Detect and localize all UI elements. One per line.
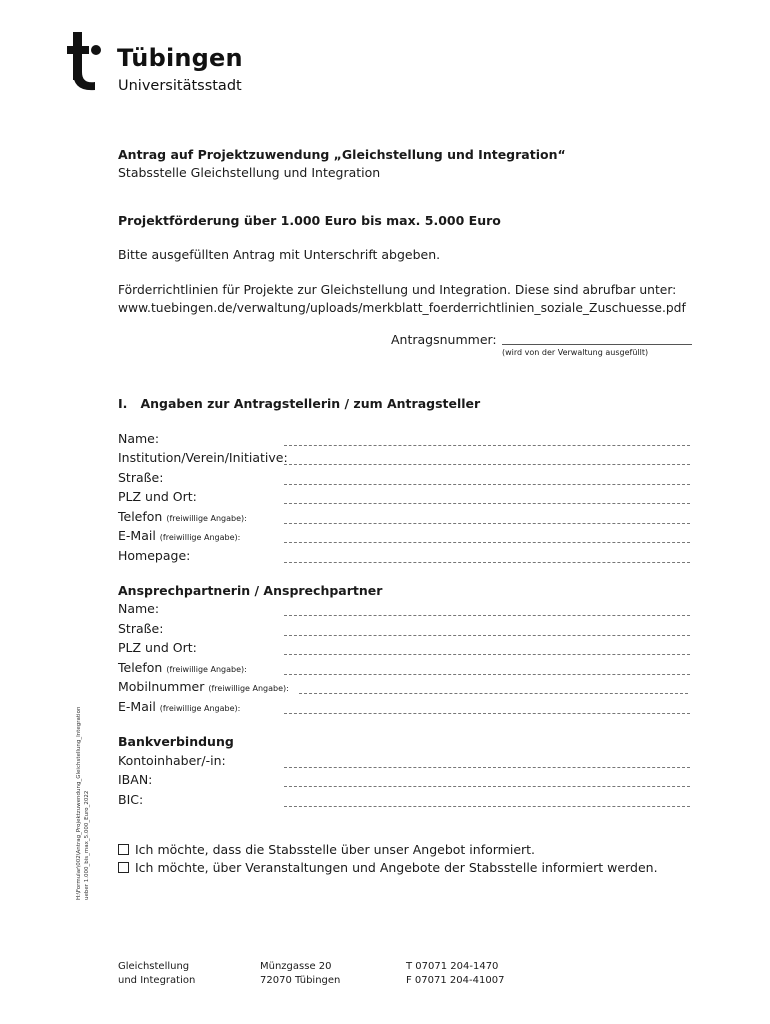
footer-department-line-2: und Integration bbox=[118, 975, 196, 986]
guidelines-link[interactable]: www.tuebingen.de/verwaltung/uploads/merkblatt_foerderrichtlinien_soziale_Zuschuesse.pdf bbox=[118, 301, 686, 315]
contact-field-2-label-text: PLZ und Ort: bbox=[118, 640, 197, 655]
checkbox-inform-events[interactable] bbox=[118, 860, 658, 875]
applicant-field-6-label-text: Homepage: bbox=[118, 548, 191, 563]
applicant-field-4-label-note: (freiwillige Angabe): bbox=[166, 514, 247, 523]
applicant-field-5-label bbox=[118, 528, 240, 543]
contact-title: Ansprechpartnerin / Ansprechpartner bbox=[118, 583, 383, 598]
applicant-field-2-input-line[interactable] bbox=[284, 484, 690, 485]
applicant-field-6-input-line[interactable] bbox=[284, 562, 690, 563]
applicant-field-0-label-text: Name: bbox=[118, 431, 160, 446]
contact-field-0-input-line[interactable] bbox=[284, 615, 690, 616]
applicant-field-4-label-text: Telefon bbox=[118, 509, 163, 524]
applicant-field-5-input-line[interactable] bbox=[284, 542, 690, 543]
funding-range: Projektförderung über 1.000 Euro bis max. 5.000 Euro bbox=[118, 213, 501, 228]
checkbox-inform-offer-label: Ich möchte, dass die Stabsstelle über unser Angebot informiert. bbox=[135, 842, 536, 857]
bank-field-0-label-text: Kontoinhaber/-in: bbox=[118, 753, 226, 768]
applicant-field-3-label bbox=[118, 489, 197, 504]
bank-title: Bankverbindung bbox=[118, 734, 234, 749]
form-subtitle: Stabsstelle Gleichstellung und Integration bbox=[118, 165, 381, 180]
bank-field-2-label-text: BIC: bbox=[118, 792, 144, 807]
contact-field-3-label-note: (freiwillige Angabe): bbox=[166, 665, 247, 674]
footer-street: Münzgasse 20 bbox=[260, 961, 332, 972]
footer-city: 72070 Tübingen bbox=[260, 975, 341, 986]
contact-field-3-label bbox=[118, 660, 247, 675]
guidelines-text bbox=[118, 281, 688, 317]
contact-field-5-input-line[interactable] bbox=[284, 713, 690, 714]
bank-field-1-label bbox=[118, 772, 152, 787]
contact-field-1-label-text: Straße: bbox=[118, 621, 164, 636]
footer-department-line-1: Gleichstellung bbox=[118, 961, 190, 972]
logo-subtitle: Universitätsstadt bbox=[118, 78, 242, 94]
footer-fax: F 07071 204-41007 bbox=[406, 975, 505, 986]
application-number-label: Antragsnummer: bbox=[391, 332, 497, 347]
contact-field-5-label bbox=[118, 699, 240, 714]
bank-field-2-label bbox=[118, 792, 143, 807]
applicant-field-3-label-text: PLZ und Ort: bbox=[118, 489, 197, 504]
applicant-field-5-label-text: E-Mail bbox=[118, 528, 156, 543]
contact-field-5-label-text: E-Mail bbox=[118, 699, 156, 714]
guidelines-line-1: Förderrichtlinien für Projekte zur Gleichstellung und Integration. Diese sind abrufbar unter: bbox=[118, 283, 677, 297]
applicant-field-1-input-line[interactable] bbox=[284, 464, 690, 465]
footer-address bbox=[260, 960, 340, 988]
contact-field-1-label bbox=[118, 621, 163, 636]
applicant-field-1-label-text: Institution/Verein/Initiative: bbox=[118, 450, 288, 465]
footer-telephone: T 07071 204-1470 bbox=[406, 961, 499, 972]
checkbox-inform-events-box[interactable] bbox=[118, 862, 129, 873]
contact-field-4-input-line[interactable] bbox=[299, 693, 688, 694]
contact-field-0-label-text: Name: bbox=[118, 601, 160, 616]
applicant-field-2-label bbox=[118, 470, 163, 485]
section-applicant-title: I. Angaben zur Antragstellerin / zum Antragsteller bbox=[118, 396, 481, 411]
footer-department bbox=[118, 960, 195, 988]
contact-field-3-input-line[interactable] bbox=[284, 674, 690, 675]
contact-field-5-label-note: (freiwillige Angabe): bbox=[159, 704, 241, 713]
contact-field-2-label bbox=[118, 640, 197, 655]
checkbox-inform-offer[interactable] bbox=[118, 842, 535, 857]
contact-field-4-label-text: Mobilnummer bbox=[118, 679, 205, 694]
bank-field-0-input-line[interactable] bbox=[284, 767, 690, 768]
footer-phone bbox=[406, 960, 504, 988]
application-number-note: (wird von der Verwaltung ausgefüllt) bbox=[502, 348, 649, 357]
logo-name: Tübingen bbox=[117, 44, 243, 72]
applicant-field-4-label bbox=[118, 509, 247, 524]
bank-field-1-label-text: IBAN: bbox=[118, 772, 153, 787]
bank-field-1-input-line[interactable] bbox=[284, 786, 690, 787]
applicant-field-0-label bbox=[118, 431, 159, 446]
applicant-field-4-input-line[interactable] bbox=[284, 523, 690, 524]
checkbox-inform-offer-box[interactable] bbox=[118, 844, 129, 855]
applicant-field-5-label-note: (freiwillige Angabe): bbox=[159, 533, 241, 542]
applicant-field-3-input-line[interactable] bbox=[284, 503, 690, 504]
contact-field-1-input-line[interactable] bbox=[284, 635, 690, 636]
file-path-line-1: H:\Formular\002\Antrag_Projektzuwendung_Gleichstellung_Integration bbox=[76, 706, 82, 900]
tuebingen-logo-icon bbox=[67, 32, 103, 94]
contact-field-2-input-line[interactable] bbox=[284, 654, 690, 655]
applicant-field-2-label-text: Straße: bbox=[118, 470, 164, 485]
contact-field-3-label-text: Telefon bbox=[118, 660, 163, 675]
contact-field-4-label-note: (freiwillige Angabe): bbox=[208, 684, 289, 693]
contact-field-0-label bbox=[118, 601, 159, 616]
file-path-line-2: ueber 1.000_bis_max_5.000_Euro_2022 bbox=[84, 790, 90, 900]
form-title: Antrag auf Projektzuwendung „Gleichstellung und Integration“ bbox=[118, 147, 566, 162]
instruction-text: Bitte ausgefüllten Antrag mit Unterschrift abgeben. bbox=[118, 247, 441, 262]
application-number-field bbox=[502, 344, 692, 345]
checkbox-inform-events-label: Ich möchte, über Veranstaltungen und Angebote der Stabsstelle informiert werden. bbox=[135, 860, 658, 875]
applicant-field-6-label bbox=[118, 548, 190, 563]
applicant-field-0-input-line[interactable] bbox=[284, 445, 690, 446]
contact-field-4-label bbox=[118, 679, 289, 694]
bank-field-0-label bbox=[118, 753, 226, 768]
bank-field-2-input-line[interactable] bbox=[284, 806, 690, 807]
file-path-note bbox=[75, 680, 91, 900]
applicant-field-1-label bbox=[118, 450, 288, 465]
